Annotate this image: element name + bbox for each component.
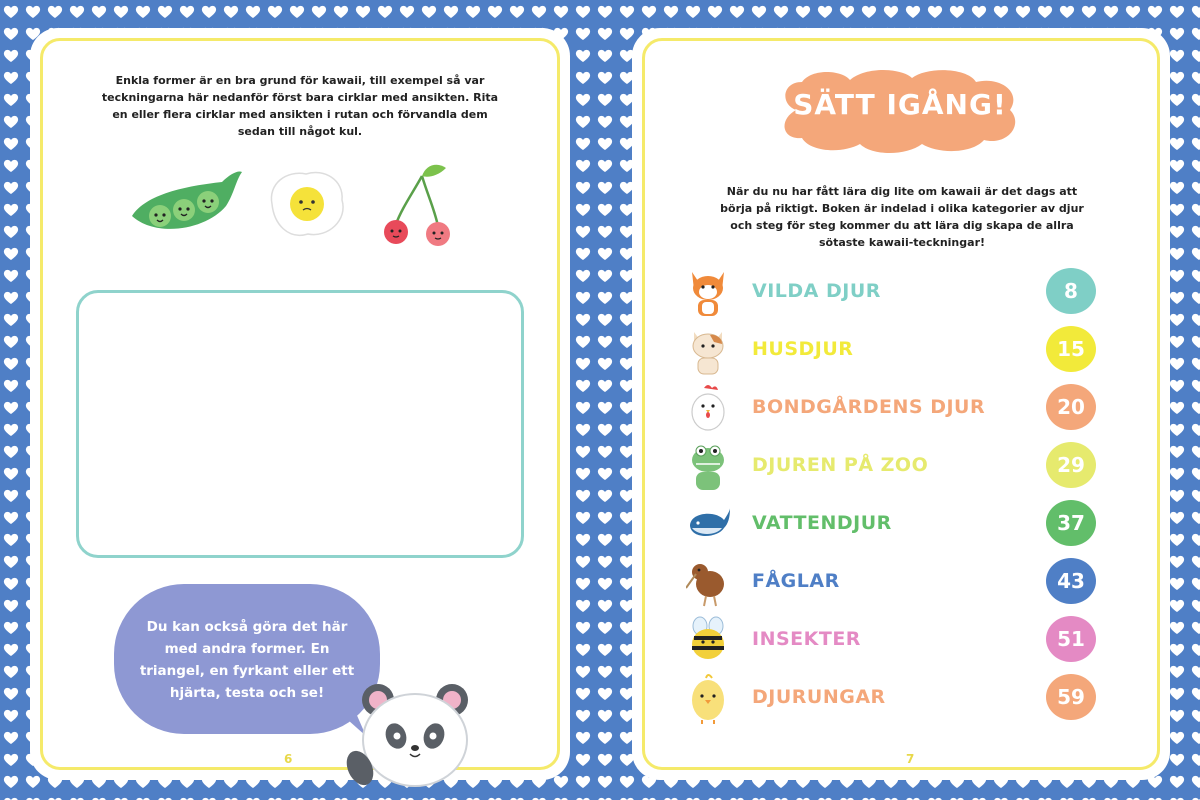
page-title: SÄTT IGÅNG! [793, 88, 1007, 121]
right-page [632, 28, 1170, 780]
kiwi-bird-icon [686, 554, 730, 610]
category-row-vilda-djur [686, 264, 1116, 320]
category-label: DJUREN PÅ ZOO [752, 454, 929, 476]
whale-icon [686, 496, 730, 552]
page-number-left: 6 [284, 752, 293, 766]
chick-icon [686, 670, 730, 726]
category-label: DJURUNGAR [752, 686, 886, 708]
category-page-number: 51 [1046, 616, 1096, 662]
drawing-area [76, 290, 524, 558]
pea-pod-icon [126, 164, 246, 244]
category-row-djuren-pa-zoo [686, 438, 1116, 494]
bubble-text: Du kan också göra det här med andra former. En triangel, en fyrkant eller ett hjärta, testa och se! [139, 619, 355, 701]
fox-icon [686, 264, 730, 320]
category-row-faglar [686, 554, 1116, 610]
category-label: FÅGLAR [752, 570, 840, 592]
cherries-icon [376, 164, 466, 248]
category-page-number: 59 [1046, 674, 1096, 720]
category-label: BONDGÅRDENS DJUR [752, 396, 986, 418]
crocodile-icon [686, 438, 730, 494]
category-label: VATTENDJUR [752, 512, 892, 534]
category-row-husdjur [686, 322, 1116, 378]
category-row-bondgardens-djur [686, 380, 1116, 436]
category-row-djurungar [686, 670, 1116, 726]
left-intro-text: Enkla former är en bra grund för kawaii, till exempel så var teckningarna här nedanför först bara cirklar med ansikten. Rita en eller flera cirklar med ansikten i rutan och förvandla dem sedan till något kul. [101, 74, 499, 138]
category-page-number: 20 [1046, 384, 1096, 430]
category-label: HUSDJUR [752, 338, 854, 360]
panda-icon [340, 650, 490, 800]
page-number-right: 7 [906, 752, 915, 766]
category-page-number: 37 [1046, 500, 1096, 546]
cat-icon [686, 322, 730, 378]
category-page-number: 15 [1046, 326, 1096, 372]
fried-egg-icon [262, 164, 352, 244]
chicken-icon [686, 380, 730, 436]
category-label: INSEKTER [752, 628, 861, 650]
category-page-number: 29 [1046, 442, 1096, 488]
category-page-number: 43 [1046, 558, 1096, 604]
category-page-number: 8 [1046, 268, 1096, 314]
bee-icon [686, 612, 730, 668]
category-row-vattendjur [686, 496, 1116, 552]
category-label: VILDA DJUR [752, 280, 881, 302]
category-row-insekter [686, 612, 1116, 668]
right-intro-text: När du nu har fått lära dig lite om kawaii är det dags att börja på riktigt. Boken är indelad i olika kategorier av djur och steg för steg kommer du att lära dig skapa de allra sötaste kawaii-teckningar! [720, 185, 1084, 249]
